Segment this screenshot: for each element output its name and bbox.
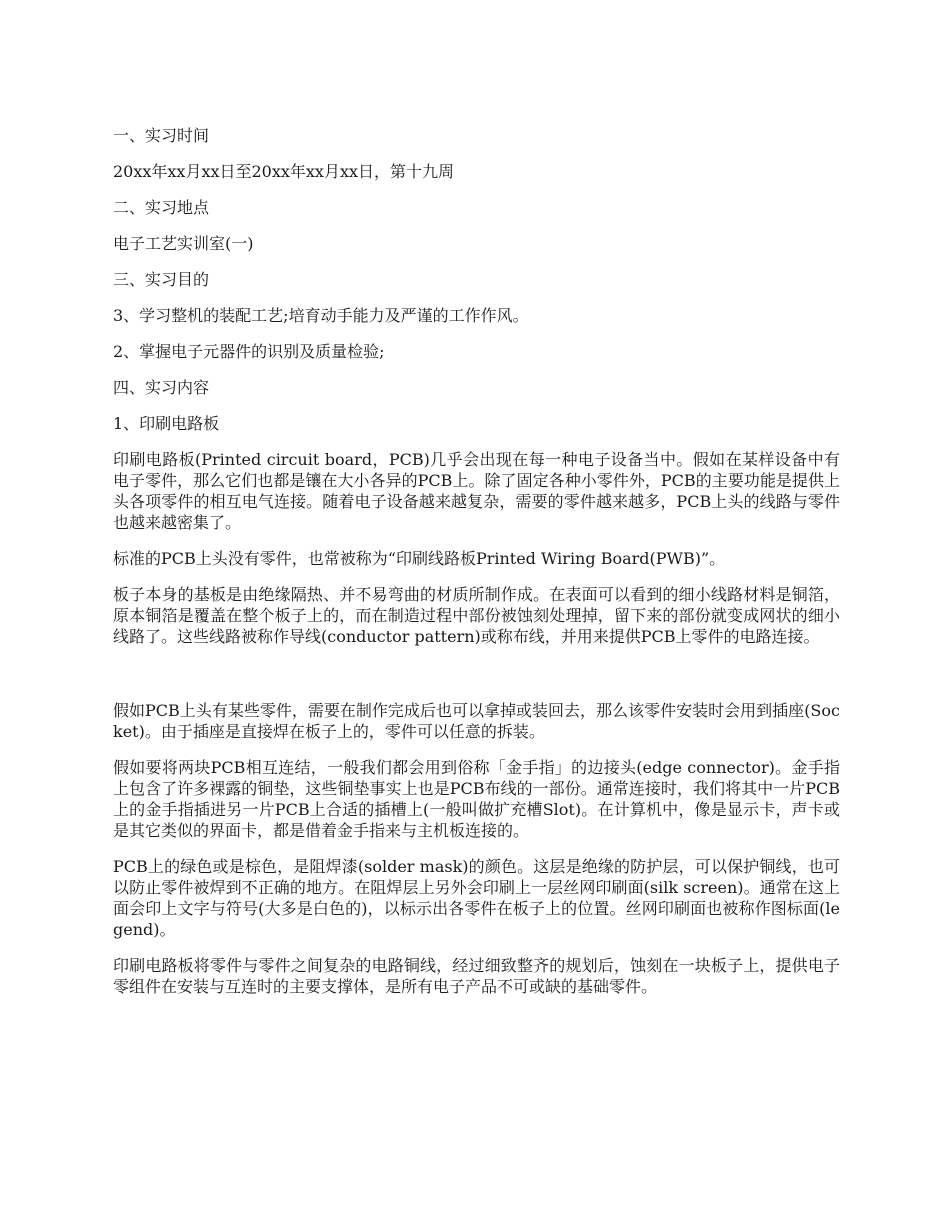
purpose-item-3: 3、学习整机的装配工艺;培育动手能力及严谨的工作作风。 <box>113 306 529 325</box>
heading-internship-time: 一、实习时间 <box>113 126 210 145</box>
document-page <box>113 125 840 1012</box>
paragraph-gap <box>113 662 840 700</box>
internship-location: 电子工艺实训室(一) <box>113 234 254 253</box>
content-subheading-pcb: 1、印刷电路板 <box>113 414 220 433</box>
paragraph-pwb-definition: 标准的PCB上头没有零件，也常被称为“印刷线路板Printed Wiring Board(PWB)”。 <box>113 549 726 568</box>
paragraph-substrate: 板子本身的基板是由绝缘隔热、并不易弯曲的材质所制作成。在表面可以看到的细小线路材料是铜箔，原本铜箔是覆盖在整个板子上的，而在制造过程中部份被蚀刻处理掉，留下来的部份就变成网状的细小线路了。这些线路被称作导线(conductor pattern)或称布线，并用来提供PCB上零件的电路连接。 <box>113 585 840 646</box>
internship-date-range: 20xx年xx月xx日至20xx年xx月xx日，第十九周 <box>113 162 455 181</box>
paragraph-pcb-intro: 印刷电路板(Printed circuit board，PCB)几乎会出现在每一种电子设备当中。假如在某样设备中有电子零件，那么它们也都是镶在大小各异的PCB上。除了固定各种小零件外，PCB的主要功能是提供上头各项零件的相互电气连接。随着电子设备越来越复杂，需要的零件越来越多，PCB上头的线路与零件也越来越密集了。 <box>113 450 840 532</box>
heading-internship-location: 二、实习地点 <box>113 198 210 217</box>
paragraph-edge-connector: 假如要将两块PCB相互连结，一般我们都会用到俗称「金手指」的边接头(edge connector)。金手指上包含了许多裸露的铜垫，这些铜垫事实上也是PCB布线的一部份。通常连接时，我们将其中一片PCB上的金手指插进另一片PCB上合适的插槽上(一般叫做扩充槽Slot)。在计算机中，像是显示卡，声卡或是其它类似的界面卡，都是借着金手指来与主机板连接的。 <box>113 758 840 840</box>
paragraph-solder-mask: PCB上的绿色或是棕色，是阻焊漆(solder mask)的颜色。这层是绝缘的防护层，可以保护铜线，也可以防止零件被焊到不正确的地方。在阻焊层上另外会印刷上一层丝网印刷面(silk screen)。通常在这上面会印上文字与符号(大多是白色的)，以标示出各零件在板子上的位置。丝网印刷面也被称作图标面(legend)。 <box>113 857 840 939</box>
heading-internship-content: 四、实习内容 <box>113 378 210 397</box>
purpose-item-2: 2、掌握电子元器件的识别及质量检验; <box>113 342 385 361</box>
paragraph-pcb-summary: 印刷电路板将零件与零件之间复杂的电路铜线，经过细致整齐的规划后，蚀刻在一块板子上，提供电子零组件在安装与互连时的主要支撑体，是所有电子产品不可或缺的基础零件。 <box>113 956 840 996</box>
heading-internship-purpose: 三、实习目的 <box>113 270 210 289</box>
paragraph-socket: 假如PCB上头有某些零件，需要在制作完成后也可以拿掉或装回去，那么该零件安装时会用到插座(Socket)。由于插座是直接焊在板子上的，零件可以任意的拆装。 <box>113 701 840 741</box>
